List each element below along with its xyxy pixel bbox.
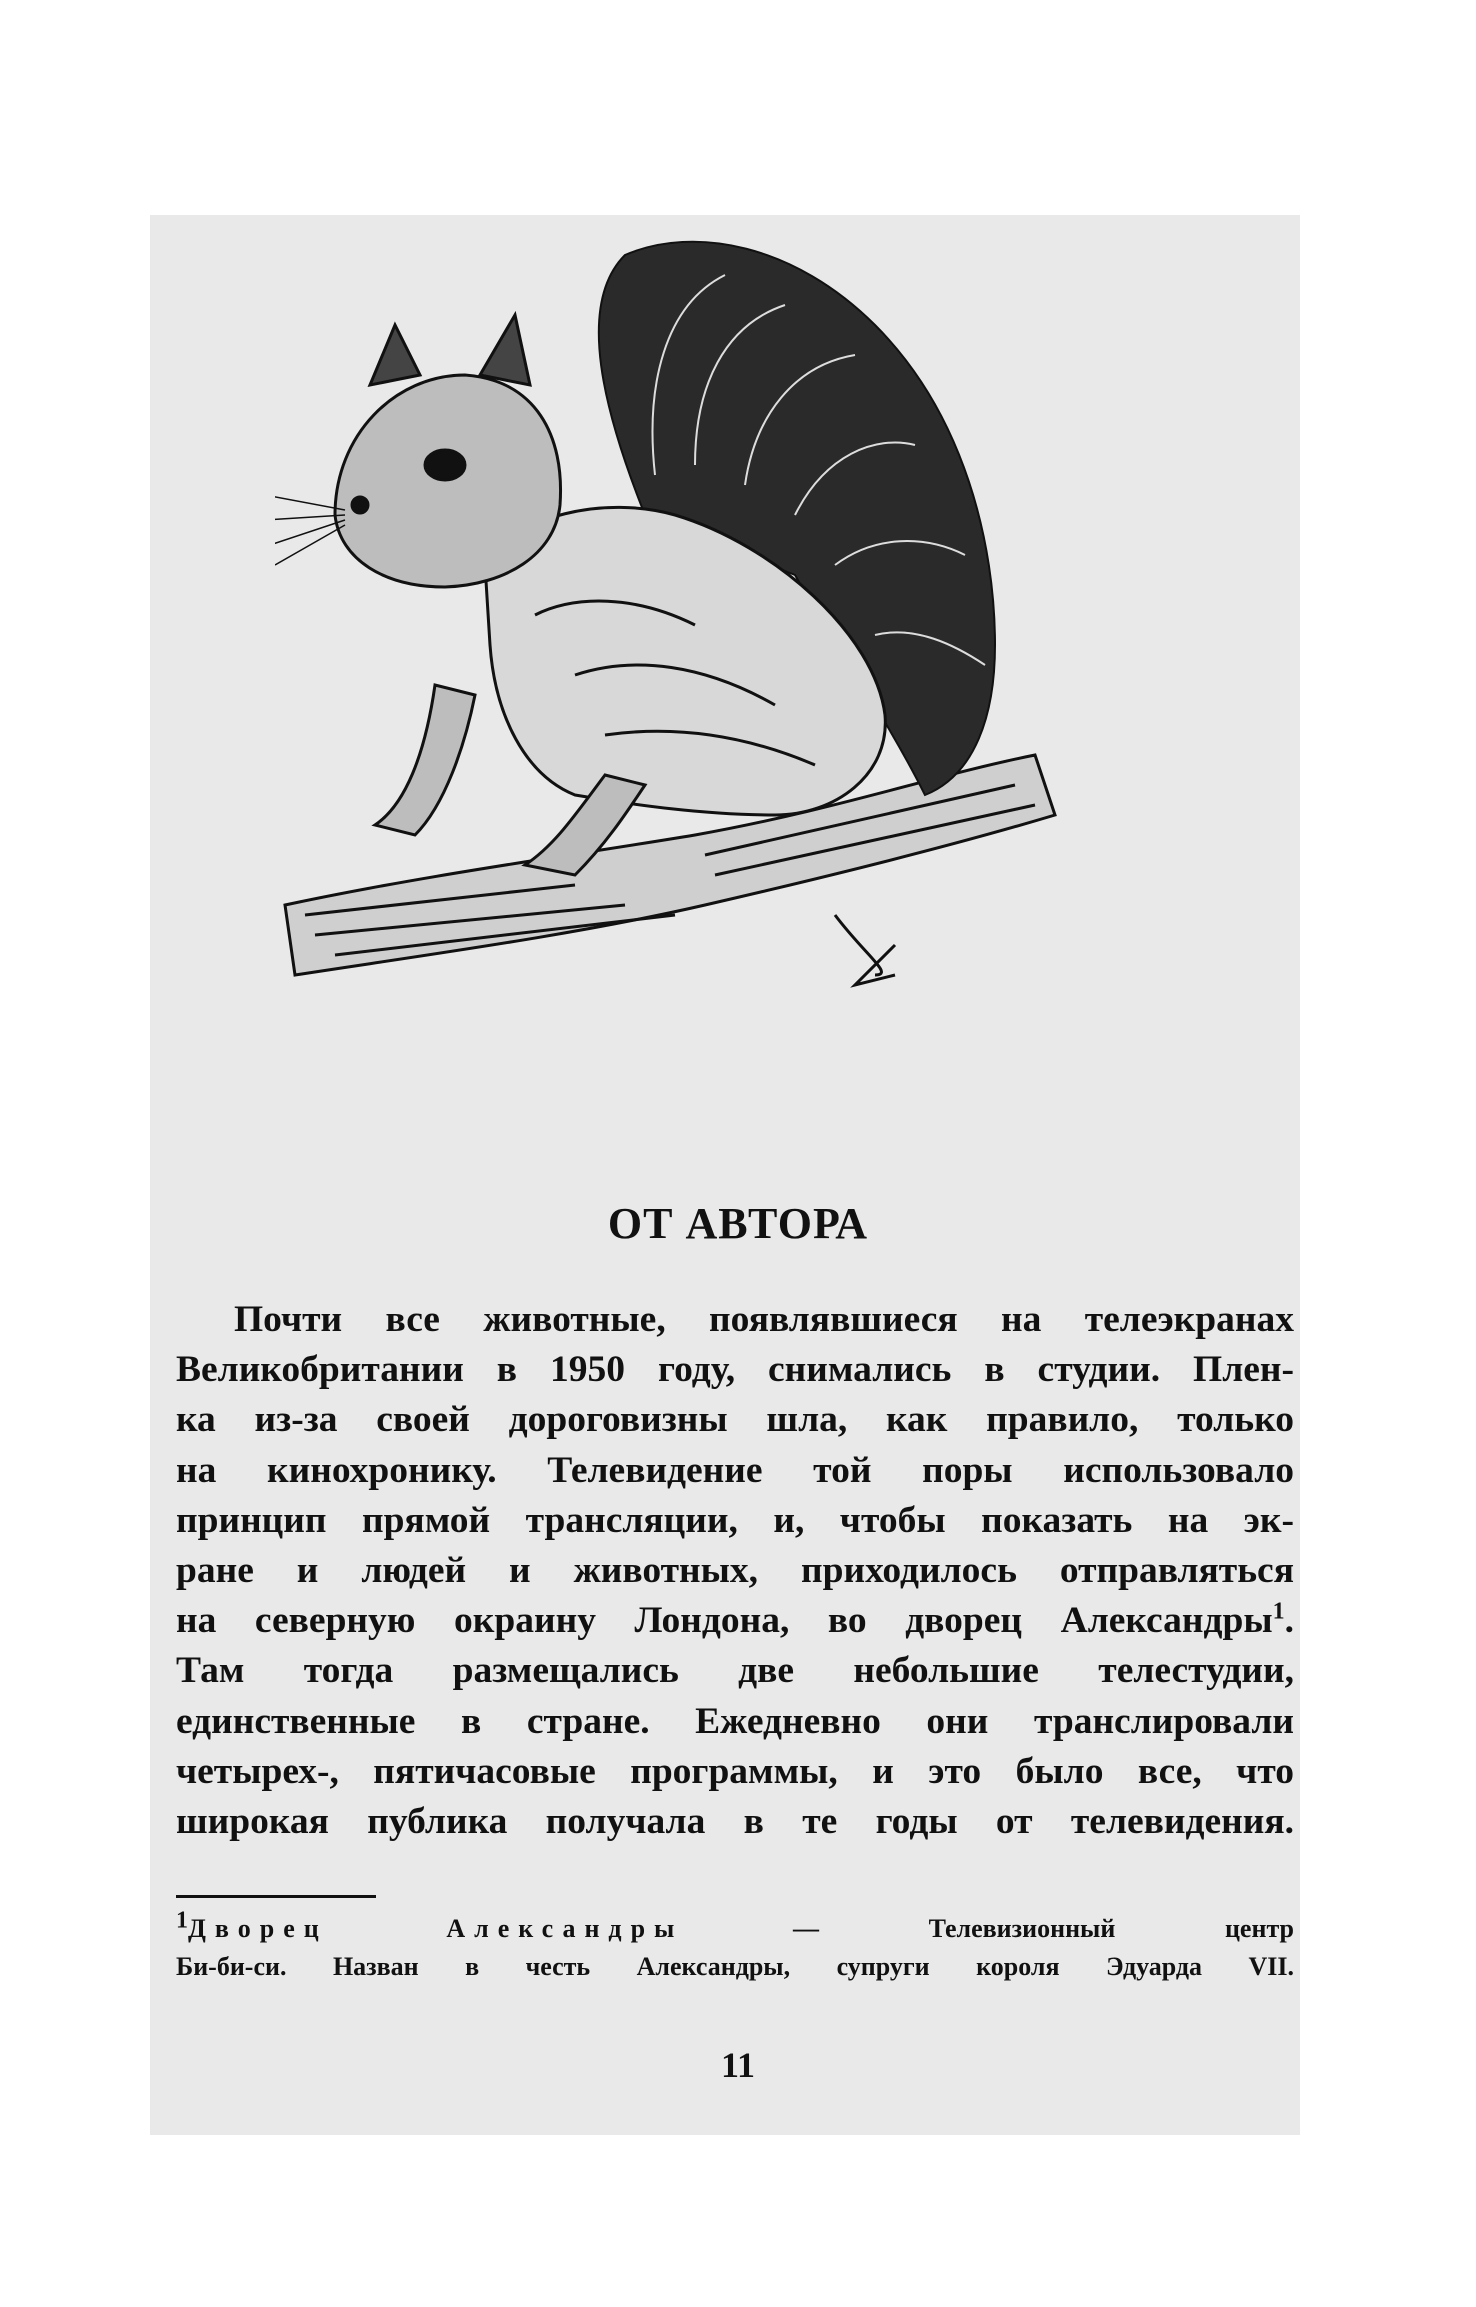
paragraph-line-text: на северную окраину Лондона, во дворец Александры [176,1600,1273,1642]
footnote-number: 1 [176,1907,188,1934]
footnote-line-1 [176,1907,1295,1948]
footnote [176,1907,1295,1986]
paragraph-line-with-footnote [176,1596,1294,1646]
squirrel-illustration [275,215,1225,1045]
page-number: 11 [720,2045,755,2085]
main-paragraph [176,1295,1294,1847]
paragraph-line: ка из-за своей дороговизны шла, как правило, только [176,1399,1294,1441]
footnote-divider [176,1895,376,1898]
paragraph-line: принцип прямой трансляции, и, чтобы показать на эк- [176,1499,1294,1541]
chapter-heading: ОТ АВТОРА [607,1199,869,1248]
paragraph-line: Почти все животные, появлявшиеся на телеэкранах [234,1299,1294,1340]
paragraph-line: на кинохронику. Телевидение той поры использовало [176,1449,1294,1491]
paragraph-line: единственные в стране. Ежедневно они транслировали [176,1700,1294,1742]
paragraph-line: ране и людей и животных, приходилось отправляться [176,1550,1294,1592]
footnote-term: Дворец Александры [188,1914,684,1943]
footnote-definition: — Телевизионный центр [683,1914,1295,1943]
paragraph-line: широкая публика получала в те годы от телевидения. [176,1801,1294,1843]
head [335,315,561,587]
paragraph-line: Великобритании в 1950 году, снимались в студии. Плен- [176,1349,1294,1391]
footnote-reference: 1 [1272,1598,1285,1625]
paragraph-line: Там тогда размещались две небольшие телестудии, [176,1650,1294,1692]
sentence-end: . [1284,1600,1294,1642]
paragraph-line: четырех-, пятичасовые программы, и это было все, что [176,1750,1294,1792]
footnote-line-2: Би-би-си. Назван в честь Александры, супруги короля Эдуарда VII. [176,1952,1294,1981]
